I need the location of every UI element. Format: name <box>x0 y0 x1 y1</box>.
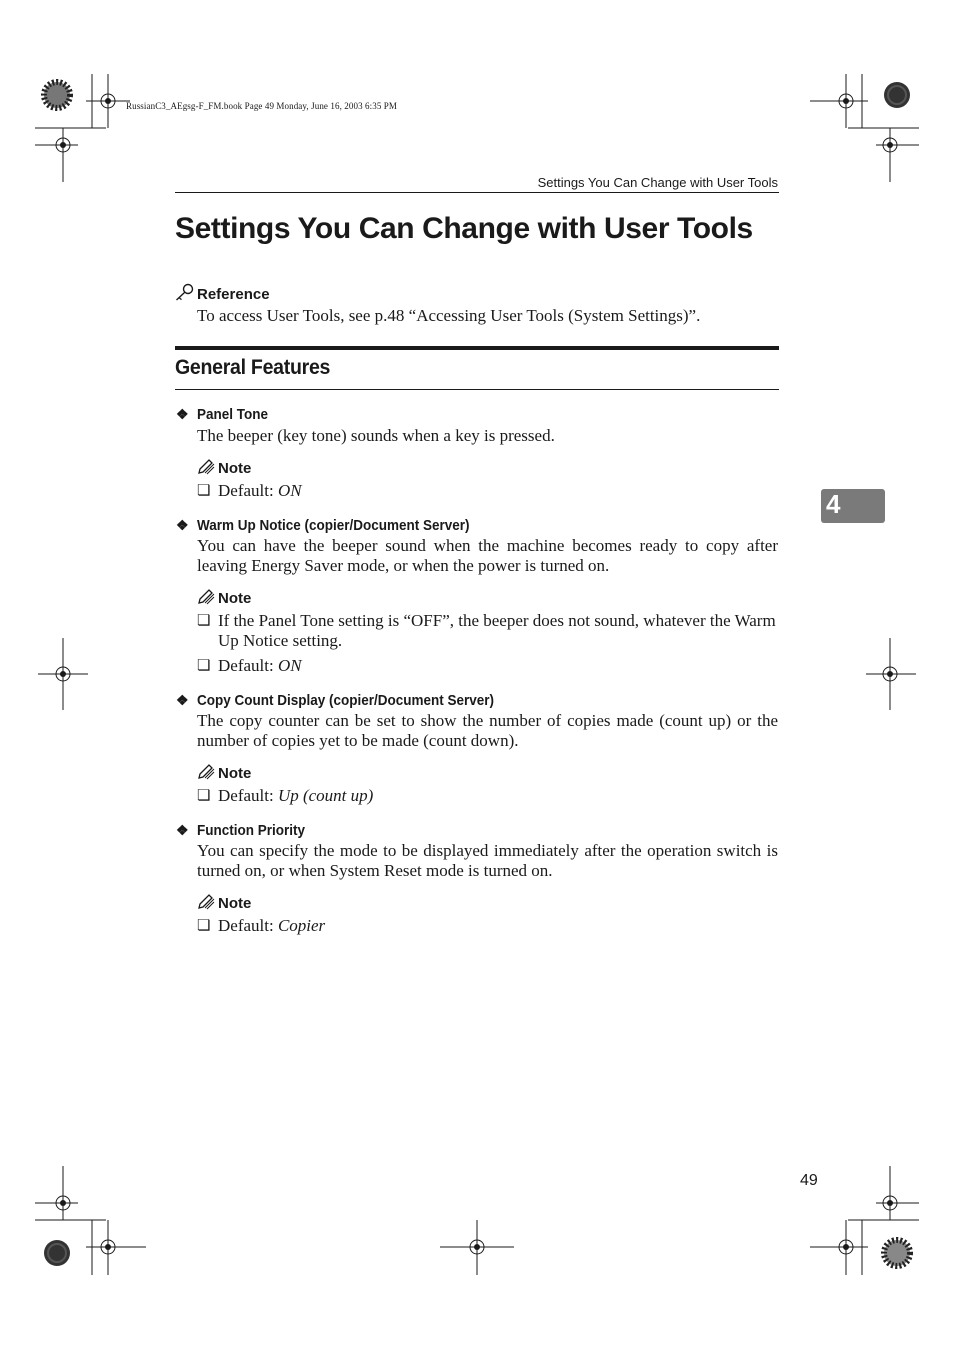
note-label: Note <box>218 460 252 477</box>
magnifier-key-icon <box>175 283 195 301</box>
checkbox-bullet-icon: ❏ <box>197 613 211 629</box>
item-title: Copy Count Display (copier/Document Server) <box>197 692 495 709</box>
section-rule-top <box>175 346 779 350</box>
diamond-bullet-icon: ❖ <box>176 517 189 533</box>
note-item <box>197 786 778 806</box>
note-text: Default: <box>218 916 278 935</box>
reference-label: Reference <box>197 286 270 303</box>
section-rule-bottom <box>175 389 779 390</box>
chapter-number: 4 <box>826 489 841 519</box>
item-heading-warm-up-notice <box>176 517 500 534</box>
note-text: If the Panel Tone setting is “OFF”, the beeper does not sound, whatever the Warm Up Notice setting. <box>218 611 776 650</box>
item-title: Panel Tone <box>197 406 269 423</box>
diamond-bullet-icon: ❖ <box>176 822 189 838</box>
pencil-icon <box>197 589 215 605</box>
item-body: The beeper (key tone) sounds when a key is pressed. <box>197 426 555 445</box>
note-value: Copier <box>277 916 326 935</box>
item-body: You can specify the mode to be displayed immediately after the operation switch is turned on, or when System Reset mode is turned on. <box>197 841 778 880</box>
checkbox-bullet-icon: ❏ <box>197 788 211 804</box>
section-title: General Features <box>175 356 331 379</box>
pencil-icon <box>197 764 215 780</box>
item-heading-function-priority <box>176 822 317 839</box>
running-header: Settings You Can Change with User Tools <box>537 175 778 190</box>
checkbox-bullet-icon: ❏ <box>197 483 211 499</box>
note-item <box>197 611 778 651</box>
header-rule <box>175 192 779 193</box>
note-label: Note <box>218 895 252 912</box>
note-text: Default: <box>218 656 278 675</box>
note-item <box>197 481 778 501</box>
note-item <box>197 656 778 676</box>
checkbox-bullet-icon: ❏ <box>197 918 211 934</box>
item-title: Warm Up Notice (copier/Document Server) <box>197 517 470 534</box>
item-heading-copy-count-display <box>176 692 527 709</box>
note-heading <box>197 459 251 477</box>
diamond-bullet-icon: ❖ <box>176 406 189 422</box>
note-heading <box>197 589 251 607</box>
note-label: Note <box>218 765 252 782</box>
note-label: Note <box>218 590 252 607</box>
page-title: Settings You Can Change with User Tools <box>175 212 753 245</box>
print-info-line: RussianC3_AEgsg-F_FM.book Page 49 Monday, June 16, 2003 6:35 PM <box>126 101 397 111</box>
note-heading <box>197 894 251 912</box>
item-title: Function Priority <box>197 822 305 839</box>
item-body: You can have the beeper sound when the machine becomes ready to copy after leaving Energy Saver mode, or when the power is turned on. <box>197 536 778 575</box>
note-heading <box>197 764 251 782</box>
pencil-icon <box>197 894 215 910</box>
note-value: ON <box>277 656 302 675</box>
reference-text: To access User Tools, see p.48 “Accessing User Tools (System Settings)”. <box>197 306 701 325</box>
item-body: The copy counter can be set to show the number of copies made (count up) or the number of copies yet to be made (count down). <box>197 711 778 750</box>
note-text: Default: <box>218 786 278 805</box>
checkbox-bullet-icon: ❏ <box>197 658 211 674</box>
page-number: 49 <box>800 1172 818 1189</box>
note-item <box>197 916 778 936</box>
note-value: Up (count up) <box>277 786 374 805</box>
note-text: Default: <box>218 481 278 500</box>
item-heading-panel-tone <box>176 406 276 423</box>
note-value: ON <box>277 481 302 500</box>
pencil-icon <box>197 459 215 475</box>
diamond-bullet-icon: ❖ <box>176 692 189 708</box>
